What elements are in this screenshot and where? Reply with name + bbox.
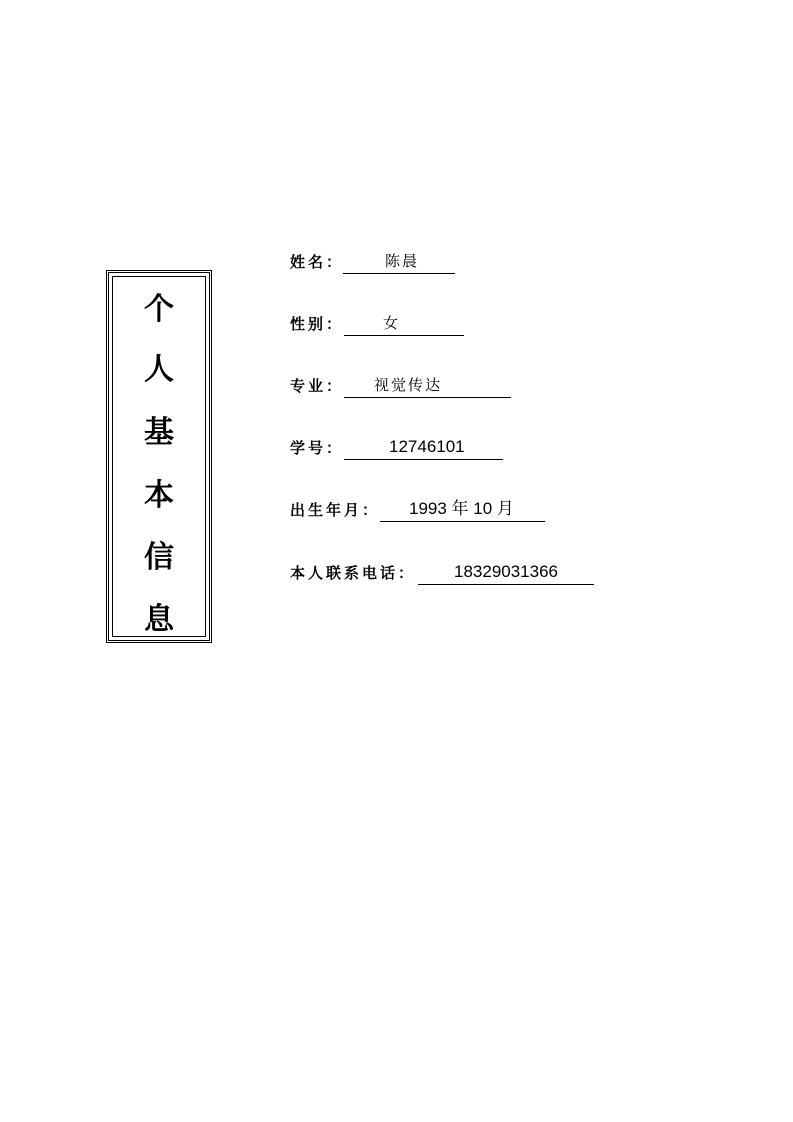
- field-gender-value: 女: [383, 314, 401, 332]
- field-major-label: 专业：: [290, 377, 345, 395]
- title-char: 本: [144, 478, 174, 513]
- field-name-label: 姓名：: [290, 253, 345, 271]
- field-birth-date-label: 出生年月：: [290, 501, 381, 519]
- title-box: [106, 270, 212, 643]
- field-gender-underline: [344, 313, 464, 336]
- title-char: 息: [144, 602, 174, 637]
- title-char: 个: [144, 292, 174, 327]
- field-gender-label: 性别：: [290, 315, 345, 333]
- title-char: 人: [144, 352, 174, 387]
- field-birth-date-value: 1993 年 10 月: [409, 499, 514, 518]
- field-major-value: 视觉传达: [374, 376, 443, 394]
- field-phone-value: 18329031366: [454, 562, 559, 581]
- field-name-value: 陈晨: [385, 252, 420, 270]
- field-student-id-value: 12746101: [389, 437, 465, 456]
- field-phone-label: 本人联系电话：: [290, 564, 417, 582]
- title-char: 信: [144, 540, 174, 575]
- title-char: 基: [144, 415, 174, 450]
- title-box-inner-border: [112, 276, 206, 637]
- field-student-id-label: 学号：: [290, 439, 345, 457]
